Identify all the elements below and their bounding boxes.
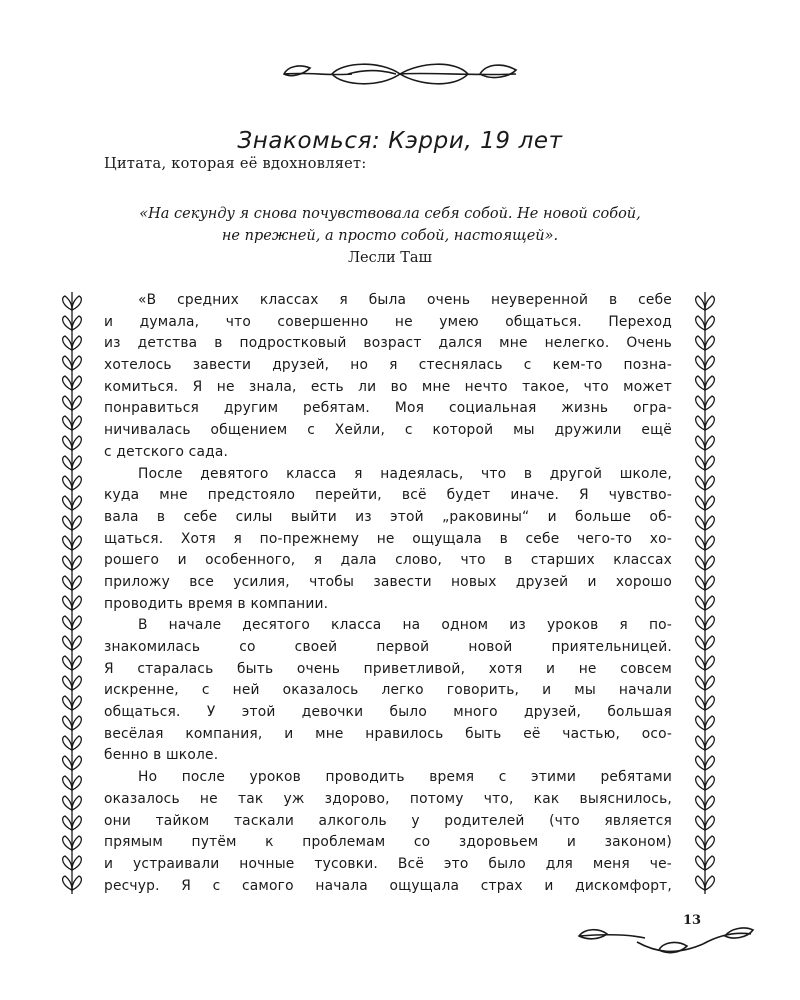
text-line: бенно в школе. [104, 747, 219, 764]
vine-leaf [63, 576, 72, 590]
text-line: После девятого класса я надеялась, что в другой школе, [138, 465, 672, 482]
vine-leaf [72, 376, 81, 390]
vine-leaf [705, 436, 714, 450]
text-line: приложу все усилия, чтобы завести новых друзей и хорошо [104, 573, 672, 590]
text-line: и думала, что совершенно не умею общаться. Переход [104, 313, 672, 330]
vine-leaf [696, 356, 705, 370]
vine-leaf [72, 836, 81, 850]
vine-leaf [63, 876, 72, 890]
vine-leaf [72, 876, 81, 890]
vine-leaf [705, 476, 714, 490]
text-line: ресчур. Я с самого начала ощущала страх и дискомфорт, [104, 877, 672, 894]
text-line: ничивалась общением с Хейли, с которой мы дружили ещё [104, 422, 672, 439]
vine-leaf [63, 476, 72, 490]
body-text [104, 290, 672, 897]
vine-leaf [63, 496, 72, 510]
text-line: Но после уроков проводить время с этими ребятами [138, 769, 672, 786]
text-line: «В средних классах я была очень неуверенной в себе [138, 292, 672, 308]
vine-leaf [696, 816, 705, 830]
vine-leaf [63, 776, 72, 790]
text-line: они тайком таскали алкоголь у родителей (что является [104, 812, 672, 829]
vine-leaf [72, 816, 81, 830]
vine-leaf [696, 296, 705, 310]
epigraph-line: «На секунду я снова почувствовала себя собой. Не новой собой, [139, 206, 641, 222]
vine-leaf [705, 796, 714, 810]
vine-leaf [63, 736, 72, 750]
vine-leaf [72, 596, 81, 610]
text-line: и устраивали ночные тусовки. Всё это было для меня че- [104, 855, 672, 872]
vine-leaf [72, 736, 81, 750]
vine-leaf [705, 536, 714, 550]
vine-leaf [705, 396, 714, 410]
leaf-ornament-top-icon [270, 52, 530, 96]
vine-leaf [705, 496, 714, 510]
vine-border-left-icon [57, 288, 87, 898]
vine-leaf [72, 636, 81, 650]
vine-leaf [705, 816, 714, 830]
vine-leaf [705, 856, 714, 870]
text-line: куда мне предстояло перейти, всё будет иначе. Я чувство- [104, 487, 672, 504]
vine-leaf [696, 716, 705, 730]
vine-leaf [72, 856, 81, 870]
leaf-ornament-bottom-icon [575, 922, 755, 962]
vine-leaf [63, 296, 72, 310]
vine-leaf [63, 676, 72, 690]
vine-leaf [696, 396, 705, 410]
vine-leaf [705, 596, 714, 610]
vine-leaf [72, 616, 81, 630]
page-title: Знакомься: Кэрри, 19 лет [237, 128, 563, 155]
vine-leaf [72, 456, 81, 470]
text-line: В начале десятого класса на одном из уроков я по- [138, 617, 672, 634]
vine-leaf [696, 456, 705, 470]
text-line: рошего и особенного, я дала слово, что в старших классах [104, 552, 672, 569]
text-line: комиться. Я не знала, есть ли во мне нечто такое, что может [104, 378, 672, 395]
vine-leaf [705, 356, 714, 370]
vine-leaf [696, 636, 705, 650]
text-line: вала в себе силы выйти из этой „раковины“ и больше об- [104, 508, 672, 525]
vine-leaf [63, 856, 72, 870]
vine-leaf [63, 416, 72, 430]
vine-leaf [705, 876, 714, 890]
vine-leaf [705, 516, 714, 530]
epigraph-line: не прежней, а просто собой, настоящей». [221, 228, 559, 244]
vine-leaf [705, 376, 714, 390]
vine-leaf [72, 796, 81, 810]
vine-leaf [63, 536, 72, 550]
vine-leaf [696, 316, 705, 330]
vine-leaf [72, 436, 81, 450]
vine-leaf [72, 416, 81, 430]
vine-leaf [696, 836, 705, 850]
vine-leaf [63, 756, 72, 770]
vine-leaf [696, 616, 705, 630]
vine-leaf [63, 596, 72, 610]
vine-leaf [63, 796, 72, 810]
vine-leaf [705, 676, 714, 690]
text-line: весёлая компания, и мне нравилось быть её частью, осо- [104, 725, 672, 742]
vine-leaf [705, 696, 714, 710]
vine-leaf [72, 476, 81, 490]
vine-leaf [696, 556, 705, 570]
vine-leaf [705, 736, 714, 750]
text-line: Я старалась быть очень приветливой, хотя и не совсем [104, 660, 672, 677]
vine-leaf [705, 576, 714, 590]
page-number: 13 [683, 913, 702, 928]
vine-leaf [72, 716, 81, 730]
vine-leaf [72, 296, 81, 310]
vine-leaf [72, 776, 81, 790]
vine-border-right-icon [690, 288, 720, 898]
vine-leaf [696, 876, 705, 890]
vine-leaf [63, 336, 72, 350]
vine-leaf [696, 696, 705, 710]
vine-leaf [696, 656, 705, 670]
vine-leaf [72, 516, 81, 530]
vine-leaf [696, 416, 705, 430]
vine-leaf [72, 316, 81, 330]
vine-leaf [696, 536, 705, 550]
vine-leaf [63, 436, 72, 450]
vine-leaf [72, 556, 81, 570]
vine-leaf [63, 516, 72, 530]
vine-leaf [705, 296, 714, 310]
text-line: общаться. У этой девочки было много друзей, большая [104, 704, 672, 721]
vine-leaf [63, 556, 72, 570]
vine-leaf [72, 576, 81, 590]
vine-leaf [696, 736, 705, 750]
vine-leaf [705, 656, 714, 670]
vine-leaf [705, 456, 714, 470]
text-line: проводить время в компании. [104, 595, 329, 612]
vine-leaf [63, 696, 72, 710]
vine-leaf [705, 636, 714, 650]
vine-leaf [72, 536, 81, 550]
vine-leaf [72, 496, 81, 510]
vine-leaf [696, 576, 705, 590]
vine-leaf [63, 656, 72, 670]
vine-leaf [705, 316, 714, 330]
vine-leaf [696, 856, 705, 870]
vine-leaf [705, 716, 714, 730]
vine-leaf [72, 656, 81, 670]
vine-leaf [72, 696, 81, 710]
text-line: понравиться другим ребятам. Моя социальная жизнь огра- [104, 400, 672, 417]
vine-leaf [705, 616, 714, 630]
vine-leaf [696, 776, 705, 790]
vine-leaf [63, 636, 72, 650]
text-line: искренне, с ней оказалось легко говорить, и мы начали [104, 682, 672, 699]
text-line: с детского сада. [104, 443, 229, 460]
vine-leaf [705, 776, 714, 790]
vine-leaf [63, 816, 72, 830]
vine-leaf [63, 716, 72, 730]
vine-leaf [72, 336, 81, 350]
vine-leaf [705, 756, 714, 770]
vine-leaf [696, 476, 705, 490]
vine-leaf [63, 376, 72, 390]
quote-intro: Цитата, которая её вдохновляет: [104, 156, 367, 172]
vine-leaf [696, 796, 705, 810]
vine-leaf [63, 356, 72, 370]
vine-leaf [63, 396, 72, 410]
vine-leaf [696, 516, 705, 530]
vine-leaf [696, 436, 705, 450]
vine-leaf [63, 456, 72, 470]
vine-leaf [63, 616, 72, 630]
vine-leaf [696, 596, 705, 610]
vine-leaf [705, 836, 714, 850]
vine-leaf [63, 836, 72, 850]
vine-leaf [63, 316, 72, 330]
text-line: из детства в подростковый возраст дался мне нелегко. Очень [104, 335, 672, 352]
vine-leaf [696, 376, 705, 390]
vine-leaf [705, 556, 714, 570]
vine-leaf [696, 756, 705, 770]
text-line: знакомилась со своей первой новой приятельницей. [104, 639, 672, 655]
vine-leaf [72, 356, 81, 370]
vine-leaf [696, 676, 705, 690]
vine-leaf [696, 496, 705, 510]
vine-leaf [705, 336, 714, 350]
text-line: оказалось не так уж здорово, потому что, как выяснилось, [104, 790, 672, 807]
text-line: щаться. Хотя я по-прежнему не ощущала в себе чего-то хо- [104, 530, 672, 547]
text-line: хотелось завести друзей, но я стеснялась с кем-то позна- [104, 357, 672, 374]
vine-leaf [72, 676, 81, 690]
epigraph-author: Лесли Таш [347, 250, 433, 266]
text-line: прямым путём к проблемам со здоровьем и законом) [104, 834, 672, 851]
vine-leaf [72, 396, 81, 410]
epigraph [95, 203, 685, 269]
vine-leaf [705, 416, 714, 430]
vine-leaf [696, 336, 705, 350]
vine-leaf [72, 756, 81, 770]
